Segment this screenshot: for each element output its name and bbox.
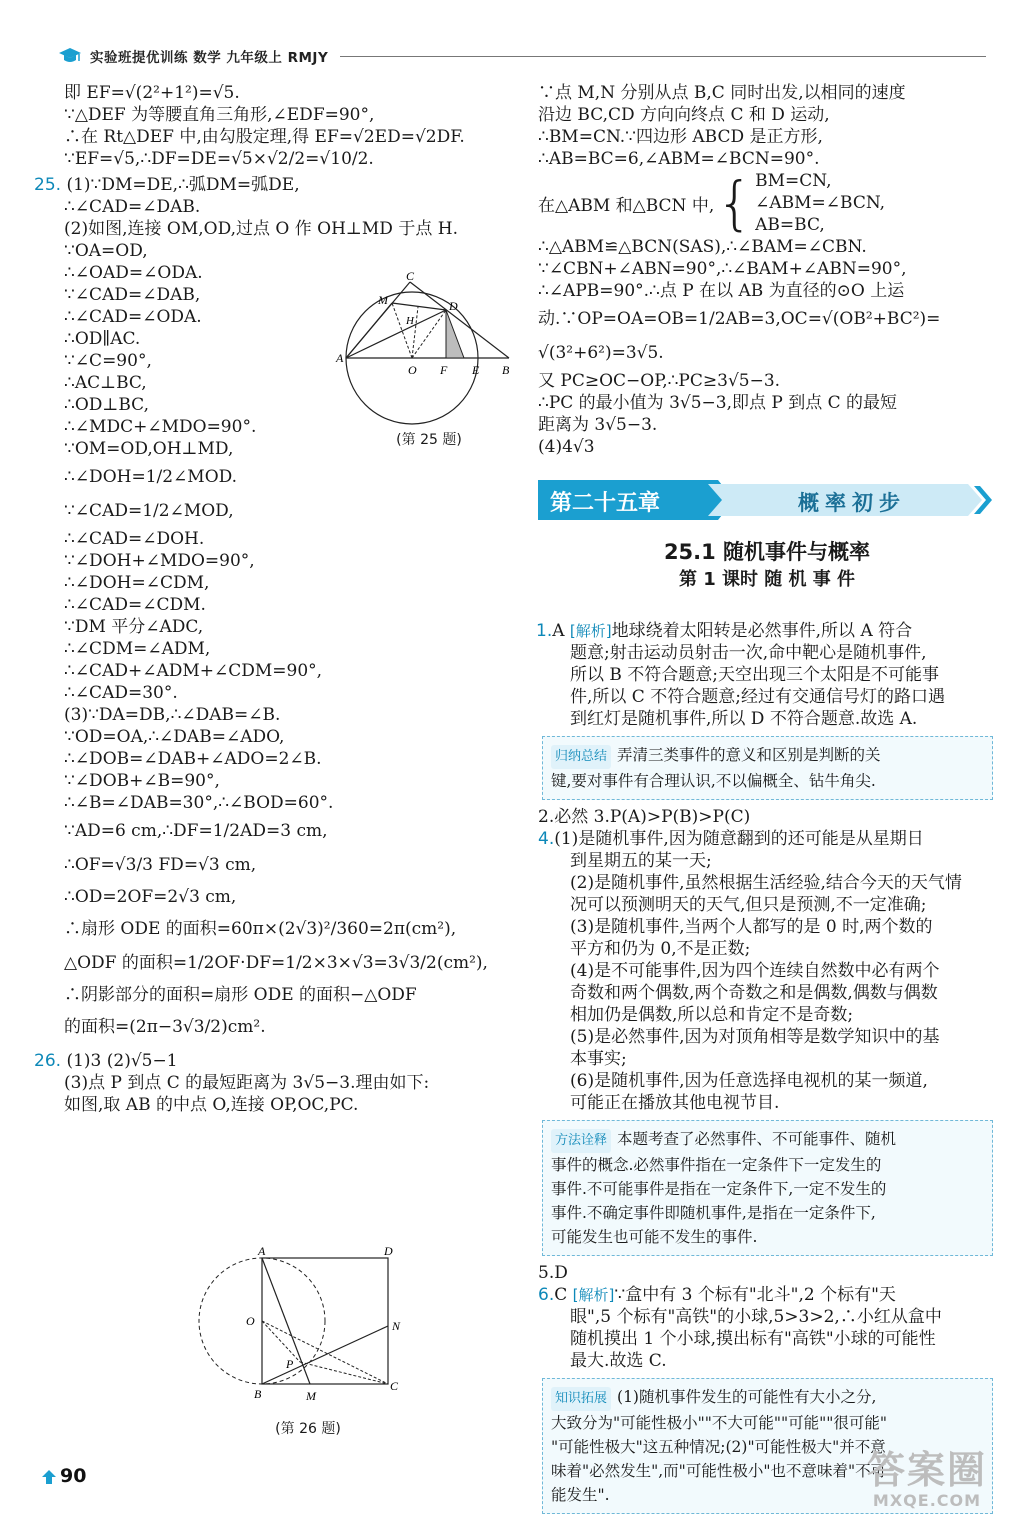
text-line: 距离为 3√5−3.	[538, 415, 658, 435]
figure-label: E	[472, 363, 480, 377]
brace-block	[538, 170, 993, 236]
brace-symbol: {	[716, 169, 754, 237]
text-line: 本事实;	[570, 1049, 627, 1069]
arrow-up-icon	[42, 1470, 56, 1484]
question-number: 26.	[34, 1051, 62, 1071]
text-line: 随机摸出 1 个小球,摸出标有"高铁"小球的可能性	[570, 1329, 936, 1349]
text-line: ∴∠DOB=∠DAB+∠ADO=2∠B.	[64, 749, 322, 769]
text-line: 平方和仍为 0,不是正数;	[570, 939, 751, 959]
text-line: 题意;射击运动员射击一次,命中靶心是随机事件,	[570, 643, 927, 663]
text-line: 眼",5 个标有"高铁"的小球,5>3>2,∴小红从盒中	[570, 1307, 942, 1327]
right-column-bottom	[538, 620, 993, 1520]
note-box-summary: 归纳总结 弄清三类事件的意义和区别是判断的关 键,要对事件有合理认识,不以偏概全、钻牛角尖.	[542, 736, 993, 800]
text-line: (2)如图,连接 OM,OD,过点 O 作 OH⊥MD 于点 H.	[64, 219, 458, 239]
text-line: ∵AD=6 cm,∴DF=1/2AD=3 cm,	[64, 821, 328, 841]
text-line: ∴∠CAD=∠CDM.	[64, 595, 206, 615]
text-line: 相加仍是偶数,所以总和肯定不是奇数;	[570, 1005, 854, 1025]
text-line: 5.D	[538, 1263, 568, 1283]
text-line: 即 EF=√(2²+1²)=√5.	[64, 83, 240, 103]
text-line: 在△ABM 和△BCN 中,	[538, 195, 715, 216]
text-line: ∴∠DOH=1/2∠MOD.	[64, 467, 238, 487]
text-line: ∴∠CAD=30°.	[64, 683, 178, 703]
text-line: √(3²+6²)=3√5.	[538, 343, 664, 363]
text-line: 可能正在播放其他电视节目.	[570, 1093, 780, 1113]
text-line: 到星期五的某一天;	[570, 851, 712, 871]
text-line: ∴∠CAD=∠ODA.	[64, 307, 202, 327]
text-line: ∴阴影部分的面积=扇形 ODE 的面积−△ODF	[64, 985, 417, 1005]
text-line: ∵△DEF 为等腰直角三角形,∠EDF=90°,	[64, 105, 375, 125]
text-line: 2.必然 3.P(A)>P(B)>P(C)	[538, 807, 751, 827]
analysis-tag: [解析]	[572, 1286, 615, 1304]
text-line: (3)点 P 到点 C 的最短距离为 3√5−3.理由如下:	[64, 1073, 430, 1093]
chapter-banner	[538, 478, 998, 522]
note-box-extension: 知识拓展 (1)随机事件发生的可能性有大小之分, 大致分为"可能性极小""不大可能""可能""很可能" "可能性极大"这五种情况;(2)"可能性极大"并不意 味着"必然发生",而"可能性极小"也不意味着"不可 能发生".	[542, 1378, 993, 1514]
note-badge: 归纳总结	[551, 745, 611, 769]
text-line: ∴BM=CN.∵四边形 ABCD 是正方形,	[538, 127, 823, 147]
section-title: 25.1 随机事件与概率	[663, 540, 871, 564]
text-line: ∵OM=OD,OH⊥MD,	[64, 439, 234, 459]
text-line: (4)4√3	[538, 437, 595, 457]
question-6-first-line: 6.C [解析]∵盒中有 3 个标有"北斗",2 个标有"天	[538, 1285, 896, 1305]
text-line: 又 PC≥OC−OP,∴PC≥3√5−3.	[538, 371, 781, 391]
figure-label: A	[258, 1244, 266, 1258]
text-line: 况可以预测明天的天气,但只是预测,不一定准确;	[570, 895, 927, 915]
text-line: ∴∠APB=90°.∴点 P 在以 AB 为直径的⊙O 上运	[538, 281, 905, 301]
text-line: ∴OD∥AC.	[64, 329, 141, 349]
text-line: ∴AC⊥BC,	[64, 373, 147, 393]
text-line: 最大.故选 C.	[570, 1351, 667, 1371]
figure-25-diagram	[334, 270, 524, 425]
question-25-lines-cont	[64, 528, 524, 814]
text-line: ∴∠CDM=∠ADM,	[64, 639, 211, 659]
text-line: ∴扇形 ODE 的面积=60π×(2√3)²/360=2π(cm²),	[64, 919, 457, 939]
figure-label: O	[408, 363, 417, 377]
text-line: 所以 B 不符合题意;天空出现三个太阳是不可能事	[570, 665, 940, 685]
text-line: (4)是不可能事件,因为四个连续自然数中必有两个	[570, 961, 940, 981]
right-column-top	[538, 82, 993, 458]
text-line: (3)∵DA=DB,∴∠DAB=∠B.	[64, 705, 281, 725]
figure-25	[334, 270, 524, 448]
figure-label: B	[254, 1387, 262, 1401]
book-title: 实验班提优训练 数学 九年级上 RMJY	[90, 50, 329, 66]
text-line: (2)是随机事件,虽然根据生活经验,结合今天的天气情	[570, 873, 962, 893]
figure-label: A	[336, 351, 344, 365]
left-column	[34, 82, 524, 1116]
question-25-first-line: 25. (1)∵DM=DE,∴弧DM=弧DE,	[34, 175, 300, 195]
figure-caption: (第 25 题)	[396, 432, 462, 448]
question-26-first-line: 26. (1)3 (2)√5−1	[34, 1051, 178, 1071]
note-badge: 知识拓展	[551, 1387, 611, 1411]
text-line: ∴在 Rt△DEF 中,由勾股定理,得 EF=√2ED=√2DF.	[64, 127, 465, 147]
text-line: ∴△ABM≌△BCN(SAS),∴∠BAM=∠CBN.	[538, 237, 867, 257]
figure-label: H	[406, 315, 414, 327]
text-line: ∵OA=OD,	[64, 241, 148, 261]
text-line: ∴∠OAD=∠ODA.	[64, 263, 203, 283]
figure-label: P	[286, 1357, 294, 1371]
text-line: 动.∵OP=OA=OB=1/2AB=3,OC=√(OB²+BC²)=	[538, 309, 941, 329]
text-line: 到红灯是随机事件,所以 D 不符合题意.故选 A.	[570, 709, 918, 729]
text-line: ∵∠C=90°,	[64, 351, 152, 371]
chapter-label: 第二十五章	[550, 491, 661, 516]
text-line: ∵∠DOH+∠MDO=90°,	[64, 551, 255, 571]
text-line: ∴∠B=∠DAB=30°,∴∠BOD=60°.	[64, 793, 334, 813]
text-line: ∵EF=√5,∴DF=DE=√5×√2/2=√10/2.	[64, 149, 374, 169]
header-rule	[340, 56, 986, 57]
question-4-lines	[538, 850, 993, 1114]
text-line: ∵∠CBN+∠ABN=90°,∴∠BAM+∠ABN=90°,	[538, 259, 907, 279]
figure-caption: (第 26 题)	[275, 1421, 341, 1437]
graduation-cap-icon	[58, 46, 82, 66]
text-line: 件,所以 C 不符合题意;经过有交通信号灯的路口遇	[570, 687, 945, 707]
figure-26-diagram	[198, 1244, 418, 1414]
figure-label: O	[246, 1314, 255, 1328]
text-line: (6)是随机事件,因为任意选择电视机的某一频道,	[570, 1071, 928, 1091]
figure-label: D	[449, 299, 458, 313]
text-line: 奇数和两个偶数,两个奇数之和是偶数,偶数与偶数	[570, 983, 938, 1003]
page-header	[58, 44, 328, 68]
note-box-method: 方法诠释 本题考查了必然事件、不可能事件、随机 事件的概念.必然事件指在一定条件下一定发生的 事件.不可能事件是指在一定条件下,一定不发生的 事件.不确定事件即随机事件,是指在一定条件下, 可能发生也可能不发生的事件.	[542, 1120, 993, 1256]
text-line: ∴PC 的最小值为 3√5−3,即点 P 到点 C 的最短	[538, 393, 898, 413]
question-4-first-line: 4.(1)是随机事件,因为随意翻到的还可能是从星期日	[538, 829, 924, 849]
watermark	[852, 1448, 1002, 1510]
text-line: ∵∠CAD=∠DAB,	[64, 285, 201, 305]
figure-label: M	[378, 293, 388, 307]
analysis-tag: [解析]	[569, 622, 612, 640]
text-line: ∵点 M,N 分别从点 B,C 同时出发,以相同的速度	[538, 83, 906, 103]
text-line: 的面积=(2π−3√3/2)cm².	[64, 1017, 266, 1037]
figure-label: N	[392, 1319, 401, 1333]
text-line: 如图,取 AB 的中点 O,连接 OP,OC,PC.	[64, 1095, 359, 1115]
text-line: ∴∠CAD=∠DAB.	[64, 197, 201, 217]
text-line: △ODF 的面积=1/2OF·DF=1/2×3×√3=3√3/2(cm²),	[64, 953, 488, 973]
text-line: ∴OF=√3/3 FD=√3 cm,	[64, 855, 257, 875]
page-number: 90	[60, 1465, 87, 1487]
note-badge: 方法诠释	[551, 1129, 611, 1153]
text-line: ∴OD⊥BC,	[64, 395, 149, 415]
question-number: 25.	[34, 175, 62, 195]
text-line: ∵∠DOB+∠B=90°,	[64, 771, 220, 791]
question-1-first-line: 1.A [解析]地球绕着太阳转是必然事件,所以 A 符合	[536, 621, 913, 641]
text-line: (3)是随机事件,当两个人都写的是 0 时,两个数的	[570, 917, 933, 937]
text-line: (5)是必然事件,因为对顶角相等是数学知识中的基	[570, 1027, 940, 1047]
figure-label: D	[384, 1244, 393, 1258]
brace-conditions: BM=CN, ∠ABM=∠BCN, AB=BC,	[755, 171, 886, 235]
figure-label: M	[306, 1389, 316, 1403]
text-line: ∴∠CAD+∠ADM+∠CDM=90°,	[64, 661, 323, 681]
text-line: ∴AB=BC=6,∠ABM=∠BCN=90°.	[538, 149, 820, 169]
text-line: ∴∠MDC+∠MDO=90°.	[64, 417, 257, 437]
text-line: ∴OD=2OF=2√3 cm,	[64, 887, 237, 907]
text-line: ∴∠DOH=∠CDM,	[64, 573, 210, 593]
text-line: ∴∠CAD=∠DOH.	[64, 529, 205, 549]
watermark-site: MXQE.COM	[872, 1491, 982, 1510]
text-line: 沿边 BC,CD 方向向终点 C 和 D 运动,	[538, 105, 830, 125]
figure-26	[198, 1244, 418, 1444]
watermark-main: 答案圈	[866, 1448, 987, 1492]
text-line: ∵∠CAD=1/2∠MOD,	[64, 501, 234, 521]
figure-label: C	[406, 270, 415, 283]
lesson-title: 第 1 课时 随 机 事 件	[678, 569, 856, 590]
figure-label: F	[440, 363, 448, 377]
text-line: ∵OD=OA,∴∠DAB=∠ADO,	[64, 727, 285, 747]
figure-label: B	[502, 363, 510, 377]
chapter-title: 概率初步	[798, 491, 906, 515]
text-line: ∵DM 平分∠ADC,	[64, 617, 204, 637]
figure-label: C	[390, 1379, 399, 1393]
